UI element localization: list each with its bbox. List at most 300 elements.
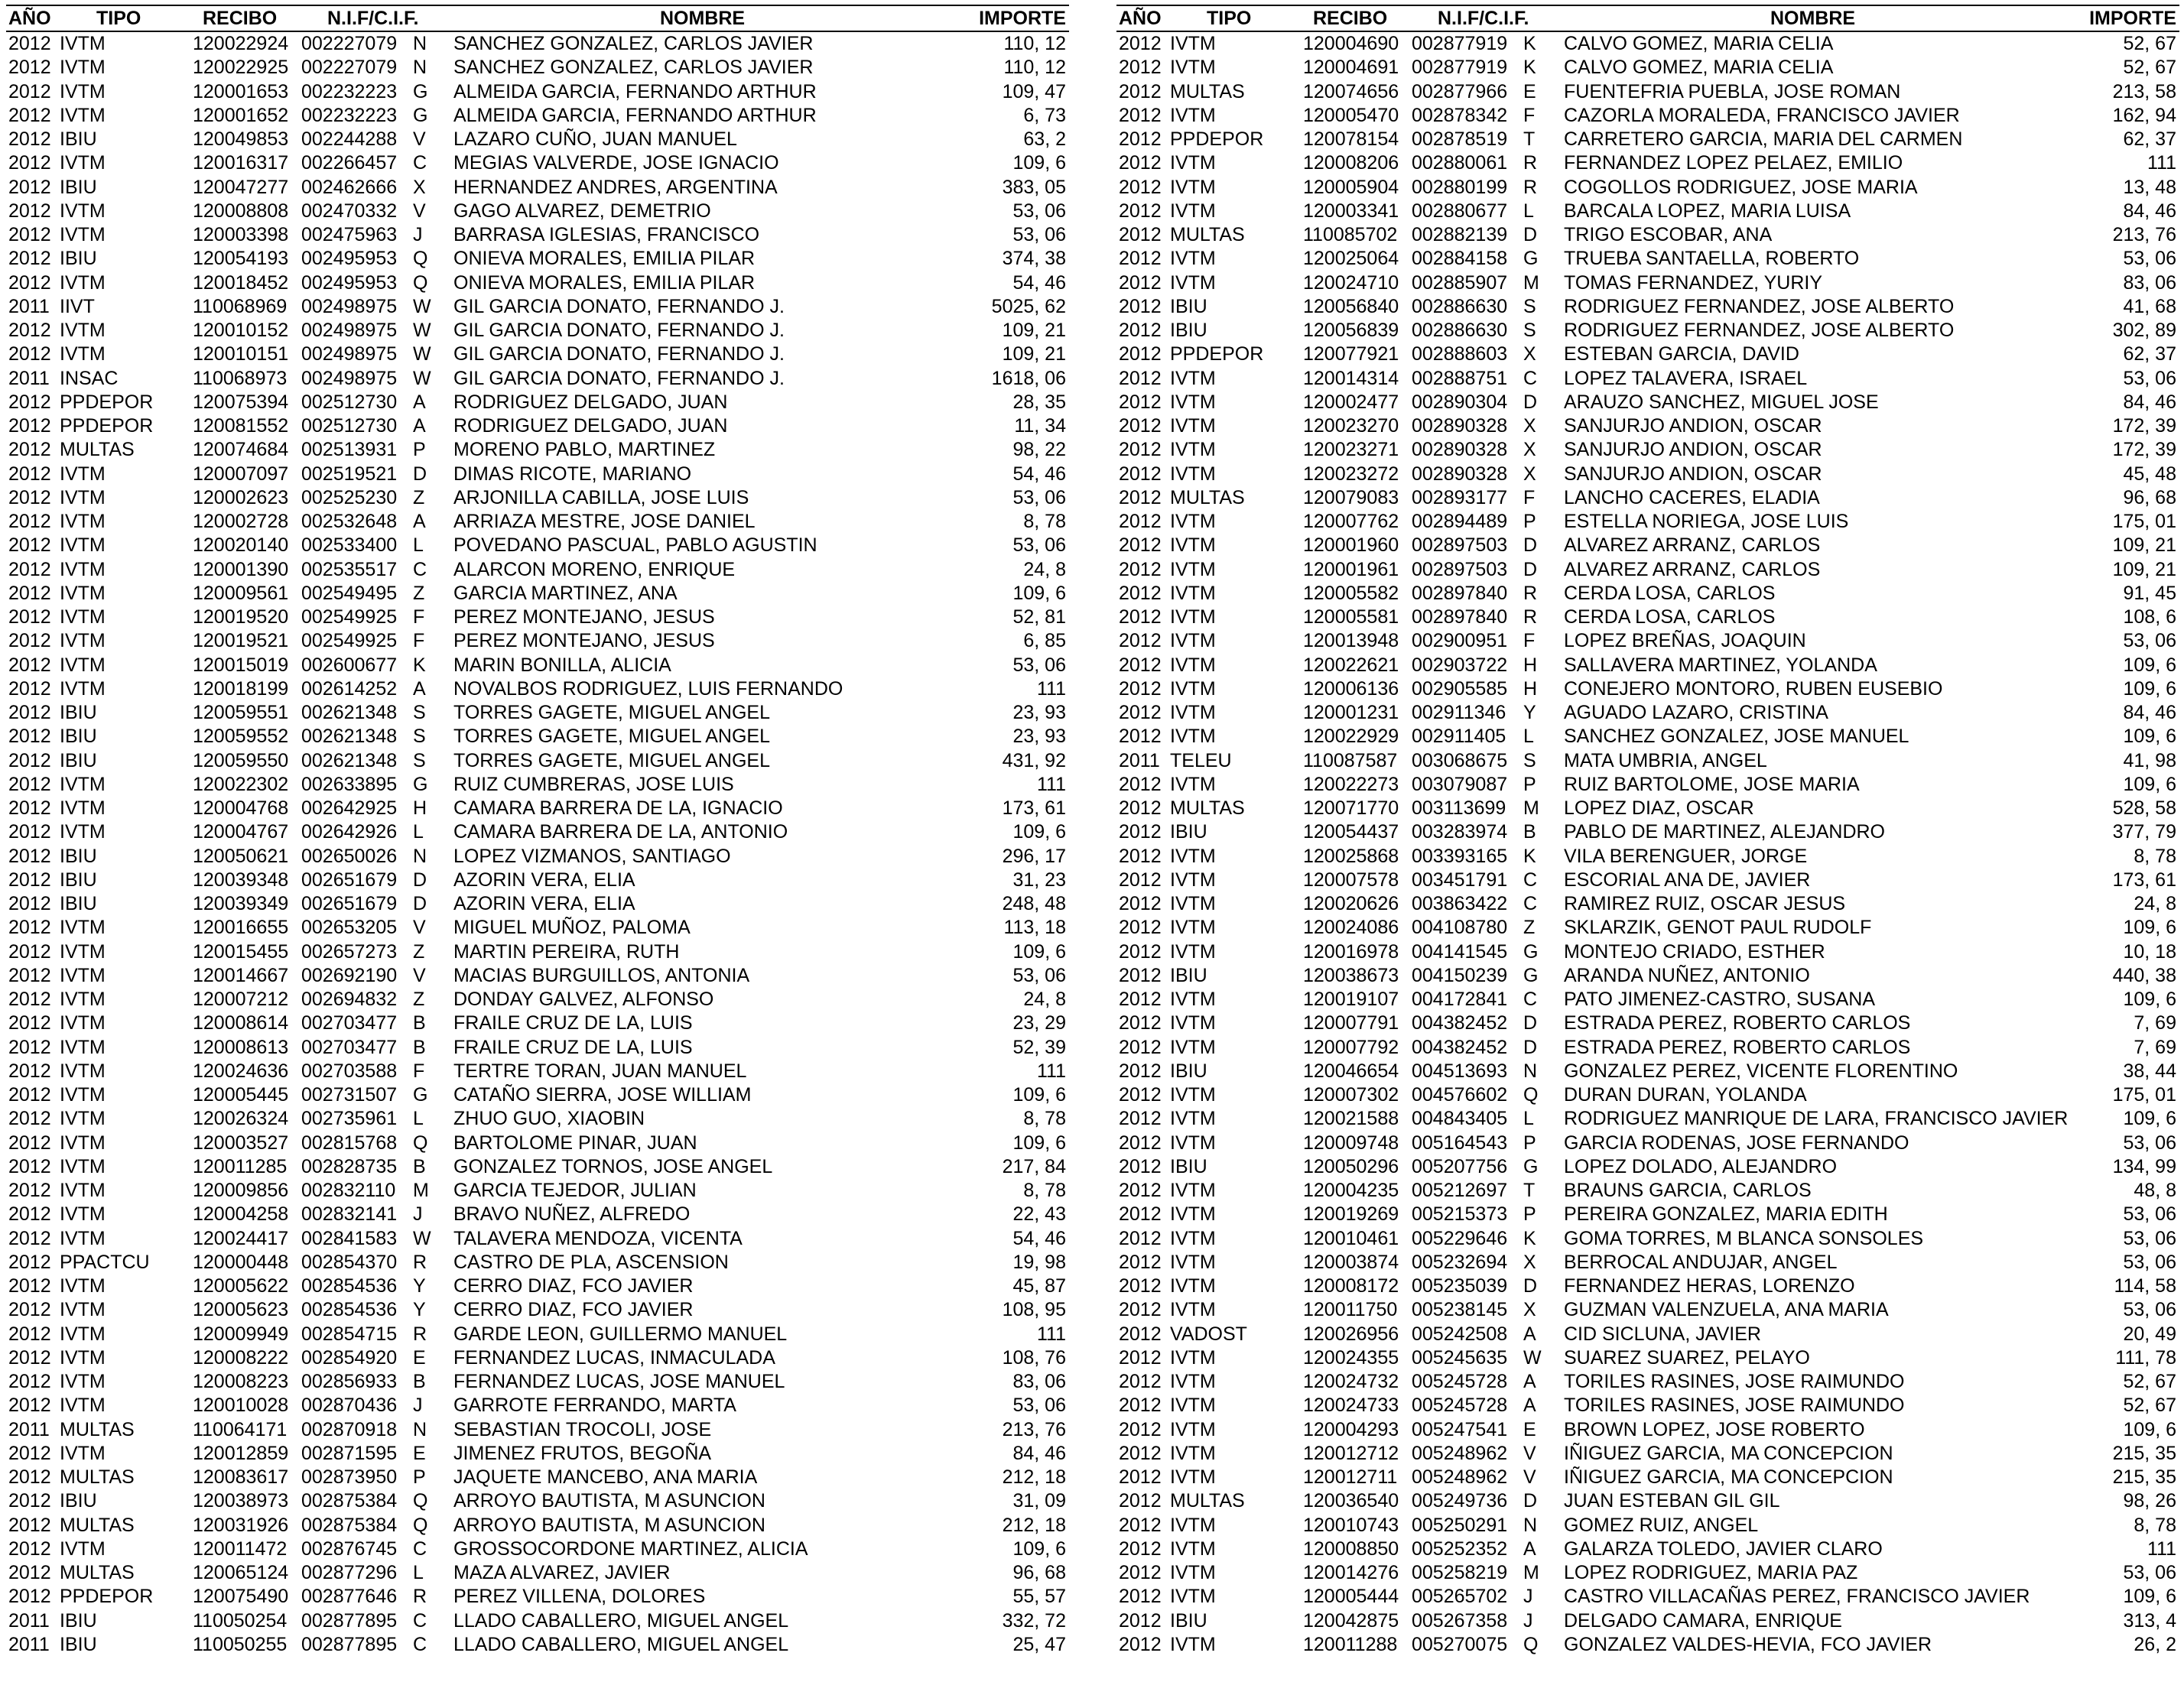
cell-nombre: JAQUETE MANCEBO, ANA MARIA <box>453 1466 758 1488</box>
cell-nombre: TORRES GAGETE, MIGUEL ANGEL <box>453 749 770 771</box>
cell-importe: 108, 95 <box>1002 1299 1066 1321</box>
cell-year: 2012 <box>8 271 51 294</box>
cell-year: 2012 <box>8 773 51 795</box>
cell-recibo: 120019269 <box>1303 1203 1399 1226</box>
cell-year: 2012 <box>8 224 51 245</box>
cell-nif-letter: X <box>1523 439 1536 461</box>
cell-nombre: CARRETERO GARCIA, MARIA DEL CARMEN <box>1564 128 1963 150</box>
cell-nombre: DIMAS RICOTE, MARIANO <box>453 463 692 485</box>
cell-year: 2012 <box>1119 1251 1162 1273</box>
cell-nombre: IÑIGUEZ GARCIA, MA CONCEPCION <box>1564 1442 1893 1464</box>
table-row <box>6 1323 1069 1346</box>
cell-importe: 52, 67 <box>2123 33 2176 54</box>
cell-nombre: PABLO DE MARTINEZ, ALEJANDRO <box>1564 821 1886 843</box>
cell-importe: 175, 01 <box>2112 511 2176 532</box>
table-row <box>6 1107 1069 1131</box>
cell-year: 2012 <box>8 391 51 413</box>
cell-year: 2012 <box>8 702 51 723</box>
cell-importe: 23, 29 <box>1012 1012 1066 1034</box>
cell-tipo: IVTM <box>60 677 106 700</box>
cell-nif: 005245728 <box>1412 1371 1508 1392</box>
cell-nif: 002856933 <box>301 1371 398 1392</box>
cell-tipo: IBIU <box>1170 1060 1207 1082</box>
cell-nombre: TALAVERA MENDOZA, VICENTA <box>453 1227 743 1249</box>
cell-year: 2012 <box>8 606 51 628</box>
cell-nombre: LANCHO CACERES, ELADIA <box>1564 486 1820 508</box>
cell-importe: 1618, 06 <box>991 367 1066 389</box>
cell-year: 2012 <box>8 80 51 102</box>
cell-importe: 215, 35 <box>2112 1466 2176 1488</box>
cell-year: 2012 <box>1119 1609 1162 1632</box>
cell-year: 2012 <box>8 1395 51 1417</box>
cell-nif-letter: T <box>1523 1180 1536 1201</box>
cell-nombre: CAZORLA MORALEDA, FRANCISCO JAVIER <box>1564 104 1960 126</box>
cell-nombre: TRUEBA SANTAELLA, ROBERTO <box>1564 248 1860 270</box>
cell-nif: 002877919 <box>1412 57 1508 79</box>
cell-tipo: IVTM <box>60 104 106 126</box>
cell-importe: 53, 06 <box>1012 964 1066 986</box>
cell-importe: 53, 06 <box>1012 486 1066 508</box>
cell-importe: 313, 4 <box>2123 1609 2176 1632</box>
cell-recibo: 120015019 <box>193 654 289 676</box>
cell-nombre: ESTRADA PEREZ, ROBERTO CARLOS <box>1564 1012 1911 1034</box>
cell-nombre: RODRIGUEZ DELGADO, JUAN <box>453 391 728 413</box>
cell-nif-letter: A <box>413 677 426 700</box>
table-row <box>1116 940 2179 964</box>
cell-year: 2012 <box>1119 821 1162 843</box>
cell-recibo: 120012859 <box>193 1442 289 1464</box>
cell-nif: 002614252 <box>301 677 398 700</box>
cell-importe: 528, 58 <box>2112 797 2176 819</box>
cell-nif: 002875384 <box>301 1514 398 1536</box>
cell-nif-letter: L <box>413 1562 424 1583</box>
cell-tipo: IVTM <box>60 271 106 294</box>
cell-tipo: MULTAS <box>1170 797 1245 819</box>
table-row <box>6 176 1069 200</box>
cell-recibo: 120011472 <box>193 1538 288 1560</box>
cell-nombre: MONTEJO CRIADO, ESTHER <box>1564 940 1825 963</box>
cell-nif-letter: L <box>413 534 424 557</box>
cell-nombre: GIL GARCIA DONATO, FERNANDO J. <box>453 320 785 341</box>
cell-year: 2012 <box>1119 486 1162 508</box>
cell-recibo: 120004690 <box>1303 33 1399 54</box>
cell-recibo: 120038973 <box>193 1490 289 1512</box>
cell-tipo: IVTM <box>1170 1395 1216 1417</box>
cell-nif-letter: J <box>1523 1586 1533 1608</box>
cell-nombre: PATO JIMENEZ-CASTRO, SUSANA <box>1564 989 1875 1010</box>
cell-tipo: IVTM <box>1170 1227 1216 1249</box>
table-row <box>6 1466 1069 1489</box>
cell-tipo: INSAC <box>60 367 119 389</box>
cell-nombre: MIGUEL MUÑOZ, PALOMA <box>453 917 691 939</box>
cell-nif-letter: Z <box>1523 917 1536 939</box>
table-row <box>1116 654 2179 677</box>
cell-recibo: 120020140 <box>193 534 289 557</box>
header-nif: N.I.F/C.I.F. <box>1438 8 1529 29</box>
cell-tipo: IVTM <box>1170 869 1216 891</box>
cell-nif: 002621348 <box>301 749 398 771</box>
cell-importe: 110, 12 <box>1003 33 1066 54</box>
cell-nif-letter: L <box>1523 200 1534 222</box>
cell-nif: 002532648 <box>301 511 398 532</box>
cell-nif: 005252352 <box>1412 1538 1508 1560</box>
cell-year: 2012 <box>1119 1299 1162 1321</box>
cell-recibo: 120004235 <box>1303 1180 1399 1201</box>
cell-nif-letter: B <box>413 1012 426 1034</box>
cell-nif-letter: A <box>1523 1371 1536 1392</box>
cell-nif-letter: D <box>413 869 427 891</box>
cell-year: 2012 <box>8 1538 51 1560</box>
cell-nombre: RODRIGUEZ FERNANDEZ, JOSE ALBERTO <box>1564 295 1955 317</box>
table-row <box>6 1418 1069 1442</box>
cell-tipo: IBIU <box>60 845 97 867</box>
cell-importe: 175, 01 <box>2112 1084 2176 1106</box>
cell-nif-letter: W <box>413 320 431 341</box>
cell-year: 2012 <box>8 104 51 126</box>
table-row <box>1116 1370 2179 1394</box>
cell-nombre: CALVO GOMEZ, MARIA CELIA <box>1564 33 1834 54</box>
cell-nombre: GONZALEZ VALDES-HEVIA, FCO JAVIER <box>1564 1633 1932 1655</box>
cell-year: 2012 <box>1119 1036 1162 1058</box>
cell-year: 2012 <box>1119 677 1162 700</box>
cell-year: 2012 <box>1119 558 1162 580</box>
cell-nif-letter: N <box>413 33 427 54</box>
table-row <box>1116 845 2179 869</box>
cell-year: 2012 <box>1119 152 1162 174</box>
cell-tipo: IVTM <box>60 989 106 1010</box>
cell-nif-letter: K <box>1523 57 1536 79</box>
cell-importe: 374, 38 <box>1002 248 1066 270</box>
cell-nif: 002470332 <box>301 200 398 222</box>
table-row <box>1116 391 2179 414</box>
cell-tipo: IVTM <box>1170 1562 1216 1583</box>
cell-recibo: 120011750 <box>1303 1299 1398 1321</box>
cell-year: 2012 <box>8 582 51 604</box>
header-importe: IMPORTE <box>2089 8 2176 29</box>
cell-recibo: 120039349 <box>193 893 289 914</box>
table-row <box>1116 1227 2179 1251</box>
cell-importe: 5025, 62 <box>991 295 1066 317</box>
cell-nombre: SALLAVERA MARTINEZ, YOLANDA <box>1564 654 1877 676</box>
cell-nombre: GUZMAN VALENZUELA, ANA MARIA <box>1564 1299 1889 1321</box>
cell-tipo: IVTM <box>1170 1514 1216 1536</box>
cell-nif: 002900951 <box>1412 630 1508 652</box>
cell-year: 2012 <box>1119 33 1162 54</box>
cell-tipo: IVTM <box>1170 1538 1216 1560</box>
cell-nif-letter: G <box>1523 1155 1539 1177</box>
cell-nif-letter: R <box>413 1251 427 1273</box>
cell-nif: 002888603 <box>1412 343 1508 365</box>
cell-nif-letter: R <box>413 1586 427 1608</box>
cell-importe: 6, 73 <box>1023 104 1066 126</box>
cell-tipo: IVTM <box>1170 391 1216 413</box>
cell-nombre: MATA UMBRIA, ANGEL <box>1564 749 1767 771</box>
cell-nif: 004150239 <box>1412 964 1508 986</box>
cell-nif-letter: F <box>413 630 425 652</box>
cell-importe: 84, 46 <box>2123 702 2176 723</box>
cell-year: 2012 <box>8 1466 51 1488</box>
cell-importe: 109, 6 <box>2123 1418 2176 1440</box>
cell-tipo: MULTAS <box>1170 1490 1245 1512</box>
cell-nif: 005245728 <box>1412 1395 1508 1417</box>
cell-year: 2012 <box>1119 128 1162 150</box>
cell-nombre: ALMEIDA GARCIA, FERNANDO ARTHUR <box>453 104 817 126</box>
cell-tipo: IBIU <box>60 726 97 748</box>
cell-nif: 002535517 <box>301 558 398 580</box>
cell-tipo: IBIU <box>1170 320 1207 341</box>
cell-nif: 004382452 <box>1412 1012 1508 1034</box>
cell-year: 2012 <box>1119 343 1162 365</box>
cell-nombre: TORILES RASINES, JOSE RAIMUNDO <box>1564 1395 1905 1417</box>
cell-nif-letter: D <box>1523 534 1538 557</box>
cell-recibo: 110050255 <box>193 1633 288 1655</box>
cell-recibo: 120077921 <box>1303 343 1399 365</box>
cell-recibo: 120010151 <box>193 343 289 365</box>
cell-importe: 53, 06 <box>2123 1251 2176 1273</box>
cell-importe: 10, 18 <box>2123 940 2176 963</box>
cell-importe: 23, 93 <box>1012 726 1066 748</box>
cell-recibo: 120008613 <box>193 1036 289 1058</box>
cell-nif: 002894489 <box>1412 511 1508 532</box>
cell-importe: 172, 39 <box>2112 439 2176 461</box>
cell-nif-letter: X <box>1523 1251 1536 1273</box>
cell-nif-letter: L <box>413 1108 424 1130</box>
cell-nif-letter: J <box>413 224 423 245</box>
cell-tipo: IVTM <box>1170 702 1216 723</box>
table-row <box>1116 367 2179 391</box>
cell-tipo: PPDEPOR <box>1170 343 1264 365</box>
cell-year: 2012 <box>8 749 51 771</box>
cell-year: 2012 <box>8 821 51 843</box>
table-row <box>6 869 1069 892</box>
cell-nif-letter: G <box>413 80 428 102</box>
cell-year: 2012 <box>8 677 51 700</box>
cell-nif-letter: C <box>413 558 427 580</box>
cell-nombre: BERROCAL ANDUJAR, ANGEL <box>1564 1251 1838 1273</box>
cell-nif-letter: Z <box>413 940 425 963</box>
table-row <box>6 534 1069 557</box>
cell-importe: 111 <box>1036 1323 1066 1345</box>
cell-importe: 24, 8 <box>1023 989 1066 1010</box>
cell-nif: 002519521 <box>301 463 398 485</box>
table-row <box>6 677 1069 701</box>
table-row <box>6 438 1069 462</box>
table-row <box>1116 1203 2179 1226</box>
cell-year: 2012 <box>1119 1538 1162 1560</box>
cell-nif-letter: D <box>1523 558 1538 580</box>
cell-nif-letter: S <box>1523 320 1536 341</box>
cell-importe: 62, 37 <box>2123 128 2176 150</box>
table-row <box>6 104 1069 128</box>
table-row <box>6 56 1069 80</box>
cell-recibo: 120003398 <box>193 224 289 245</box>
cell-recibo: 120007762 <box>1303 511 1399 532</box>
cell-nif-letter: K <box>1523 33 1536 54</box>
cell-year: 2012 <box>1119 1203 1162 1226</box>
cell-recibo: 120012712 <box>1303 1442 1399 1464</box>
table-row <box>1116 247 2179 271</box>
cell-year: 2012 <box>8 486 51 508</box>
cell-recibo: 120005904 <box>1303 176 1399 198</box>
cell-nif-letter: N <box>413 57 427 79</box>
cell-importe: 440, 38 <box>2112 964 2176 986</box>
cell-nombre: TORRES GAGETE, MIGUEL ANGEL <box>453 702 770 723</box>
cell-year: 2012 <box>8 152 51 174</box>
table-row <box>6 1585 1069 1609</box>
header-recibo: RECIBO <box>1313 8 1388 29</box>
cell-recibo: 120014276 <box>1303 1562 1399 1583</box>
table-row <box>1116 1298 2179 1322</box>
cell-nif: 002525230 <box>301 486 398 508</box>
cell-nif-letter: R <box>1523 582 1538 604</box>
cell-tipo: IVTM <box>60 773 106 795</box>
cell-nif-letter: J <box>413 1203 423 1226</box>
cell-tipo: PPDEPOR <box>1170 128 1264 150</box>
cell-importe: 62, 37 <box>2123 343 2176 365</box>
table-row <box>6 892 1069 916</box>
table-row <box>1116 151 2179 175</box>
cell-nif-letter: A <box>1523 1395 1536 1417</box>
cell-tipo: IBIU <box>60 1633 97 1655</box>
cell-year: 2012 <box>8 1586 51 1608</box>
cell-nif: 002232223 <box>301 104 398 126</box>
table-row <box>1116 964 2179 988</box>
cell-nif: 002880677 <box>1412 200 1508 222</box>
cell-tipo: IVTM <box>60 57 106 79</box>
cell-nif: 002886630 <box>1412 295 1508 317</box>
table-body <box>1116 32 2179 1657</box>
table-row <box>1116 128 2179 151</box>
cell-recibo: 120031926 <box>193 1514 289 1536</box>
cell-importe: 111 <box>1036 677 1066 700</box>
header-nif: N.I.F/C.I.F. <box>327 8 419 29</box>
table-row <box>6 1155 1069 1179</box>
cell-nif: 002877895 <box>301 1609 398 1632</box>
table-header <box>1116 5 2179 32</box>
cell-importe: 332, 72 <box>1002 1609 1066 1632</box>
cell-nombre: LOPEZ RODRIGUEZ, MARIA PAZ <box>1564 1562 1858 1583</box>
cell-recibo: 120042875 <box>1303 1609 1399 1632</box>
cell-nif: 002832141 <box>301 1203 398 1226</box>
cell-nif: 002870436 <box>301 1395 398 1417</box>
table-row <box>1116 223 2179 247</box>
cell-importe: 109, 6 <box>1012 582 1066 604</box>
table-row <box>1116 988 2179 1011</box>
cell-importe: 19, 98 <box>1012 1251 1066 1273</box>
cell-tipo: IVTM <box>1170 271 1216 294</box>
cell-importe: 108, 6 <box>2123 606 2176 628</box>
cell-year: 2012 <box>1119 702 1162 723</box>
cell-tipo: IVTM <box>60 463 106 485</box>
cell-nif-letter: B <box>413 1036 426 1058</box>
cell-nif-letter: F <box>1523 104 1536 126</box>
cell-tipo: IVTM <box>1170 1371 1216 1392</box>
cell-year: 2012 <box>8 654 51 676</box>
cell-nif-letter: X <box>413 176 426 198</box>
cell-recibo: 120065124 <box>193 1562 289 1583</box>
cell-nombre: ALARCON MORENO, ENRIQUE <box>453 558 736 580</box>
cell-tipo: IVTM <box>1170 726 1216 748</box>
cell-tipo: IBIU <box>60 893 97 914</box>
table-row <box>1116 1274 2179 1298</box>
cell-nombre: POVEDANO PASCUAL, PABLO AGUSTIN <box>453 534 817 557</box>
cell-nombre: TRIGO ESCOBAR, ANA <box>1564 224 1773 245</box>
cell-recibo: 120004768 <box>193 797 289 819</box>
cell-importe: 24, 8 <box>1023 558 1066 580</box>
cell-nif-letter: E <box>1523 80 1536 102</box>
cell-recibo: 120003341 <box>1303 200 1399 222</box>
cell-nombre: SANJURJO ANDION, OSCAR <box>1564 463 1822 485</box>
cell-nif-letter: A <box>413 511 426 532</box>
table-row <box>1116 677 2179 701</box>
cell-nif-letter: X <box>1523 1299 1536 1321</box>
table-row <box>1116 176 2179 200</box>
cell-nif: 002877919 <box>1412 33 1508 54</box>
cell-nif: 002651679 <box>301 893 398 914</box>
cell-recibo: 120024355 <box>1303 1346 1399 1369</box>
table-row <box>6 1370 1069 1394</box>
cell-year: 2012 <box>8 33 51 54</box>
cell-tipo: IVTM <box>60 224 106 245</box>
cell-recibo: 120022924 <box>193 33 289 54</box>
cell-nif-letter: H <box>1523 677 1538 700</box>
cell-nombre: TORILES RASINES, JOSE RAIMUNDO <box>1564 1371 1905 1392</box>
cell-nombre: CASTRO VILLACAÑAS PEREZ, FRANCISCO JAVIER <box>1564 1586 2030 1608</box>
cell-nombre: GIL GARCIA DONATO, FERNANDO J. <box>453 367 785 389</box>
cell-nif: 003113699 <box>1412 797 1506 819</box>
table-row <box>1116 1633 2179 1657</box>
table-row <box>1116 1179 2179 1203</box>
cell-nif: 002735961 <box>301 1108 398 1130</box>
cell-year: 2012 <box>8 989 51 1010</box>
cell-nif-letter: K <box>1523 845 1536 867</box>
cell-nombre: SANCHEZ GONZALEZ, CARLOS JAVIER <box>453 33 814 54</box>
cell-nif: 002893177 <box>1412 486 1508 508</box>
cell-nombre: FERNANDEZ HERAS, LORENZO <box>1564 1275 1855 1297</box>
table-row <box>1116 1538 2179 1561</box>
table-row <box>6 200 1069 223</box>
cell-nif: 003451791 <box>1412 869 1508 891</box>
cell-nif-letter: A <box>1523 1323 1536 1345</box>
cell-recibo: 120021588 <box>1303 1108 1399 1130</box>
cell-year: 2012 <box>1119 1442 1162 1464</box>
cell-nif: 002854715 <box>301 1323 398 1345</box>
cell-importe: 109, 6 <box>2123 677 2176 700</box>
cell-year: 2012 <box>1119 1108 1162 1130</box>
cell-tipo: PPDEPOR <box>60 391 154 413</box>
cell-tipo: IVTM <box>60 606 106 628</box>
cell-nif-letter: D <box>413 463 427 485</box>
cell-tipo: IVTM <box>1170 176 1216 198</box>
cell-nif: 002841583 <box>301 1227 398 1249</box>
cell-year: 2012 <box>1119 630 1162 652</box>
cell-year: 2012 <box>8 1036 51 1058</box>
cell-tipo: IVTM <box>1170 940 1216 963</box>
cell-importe: 109, 47 <box>1002 80 1066 102</box>
cell-nif-letter: D <box>1523 1490 1538 1512</box>
cell-recibo: 120024417 <box>193 1227 289 1249</box>
cell-tipo: IVTM <box>1170 104 1216 126</box>
cell-importe: 296, 17 <box>1002 845 1066 867</box>
table-row <box>6 1609 1069 1633</box>
cell-nombre: RODRIGUEZ FERNANDEZ, JOSE ALBERTO <box>1564 320 1955 341</box>
cell-nif-letter: W <box>413 295 431 317</box>
cell-nombre: CERDA LOSA, CARLOS <box>1564 582 1776 604</box>
table-row <box>1116 1466 2179 1489</box>
table-row <box>6 367 1069 391</box>
cell-nif: 003068675 <box>1412 749 1508 771</box>
cell-nombre: CAMARA BARRERA DE LA, ANTONIO <box>453 821 788 843</box>
